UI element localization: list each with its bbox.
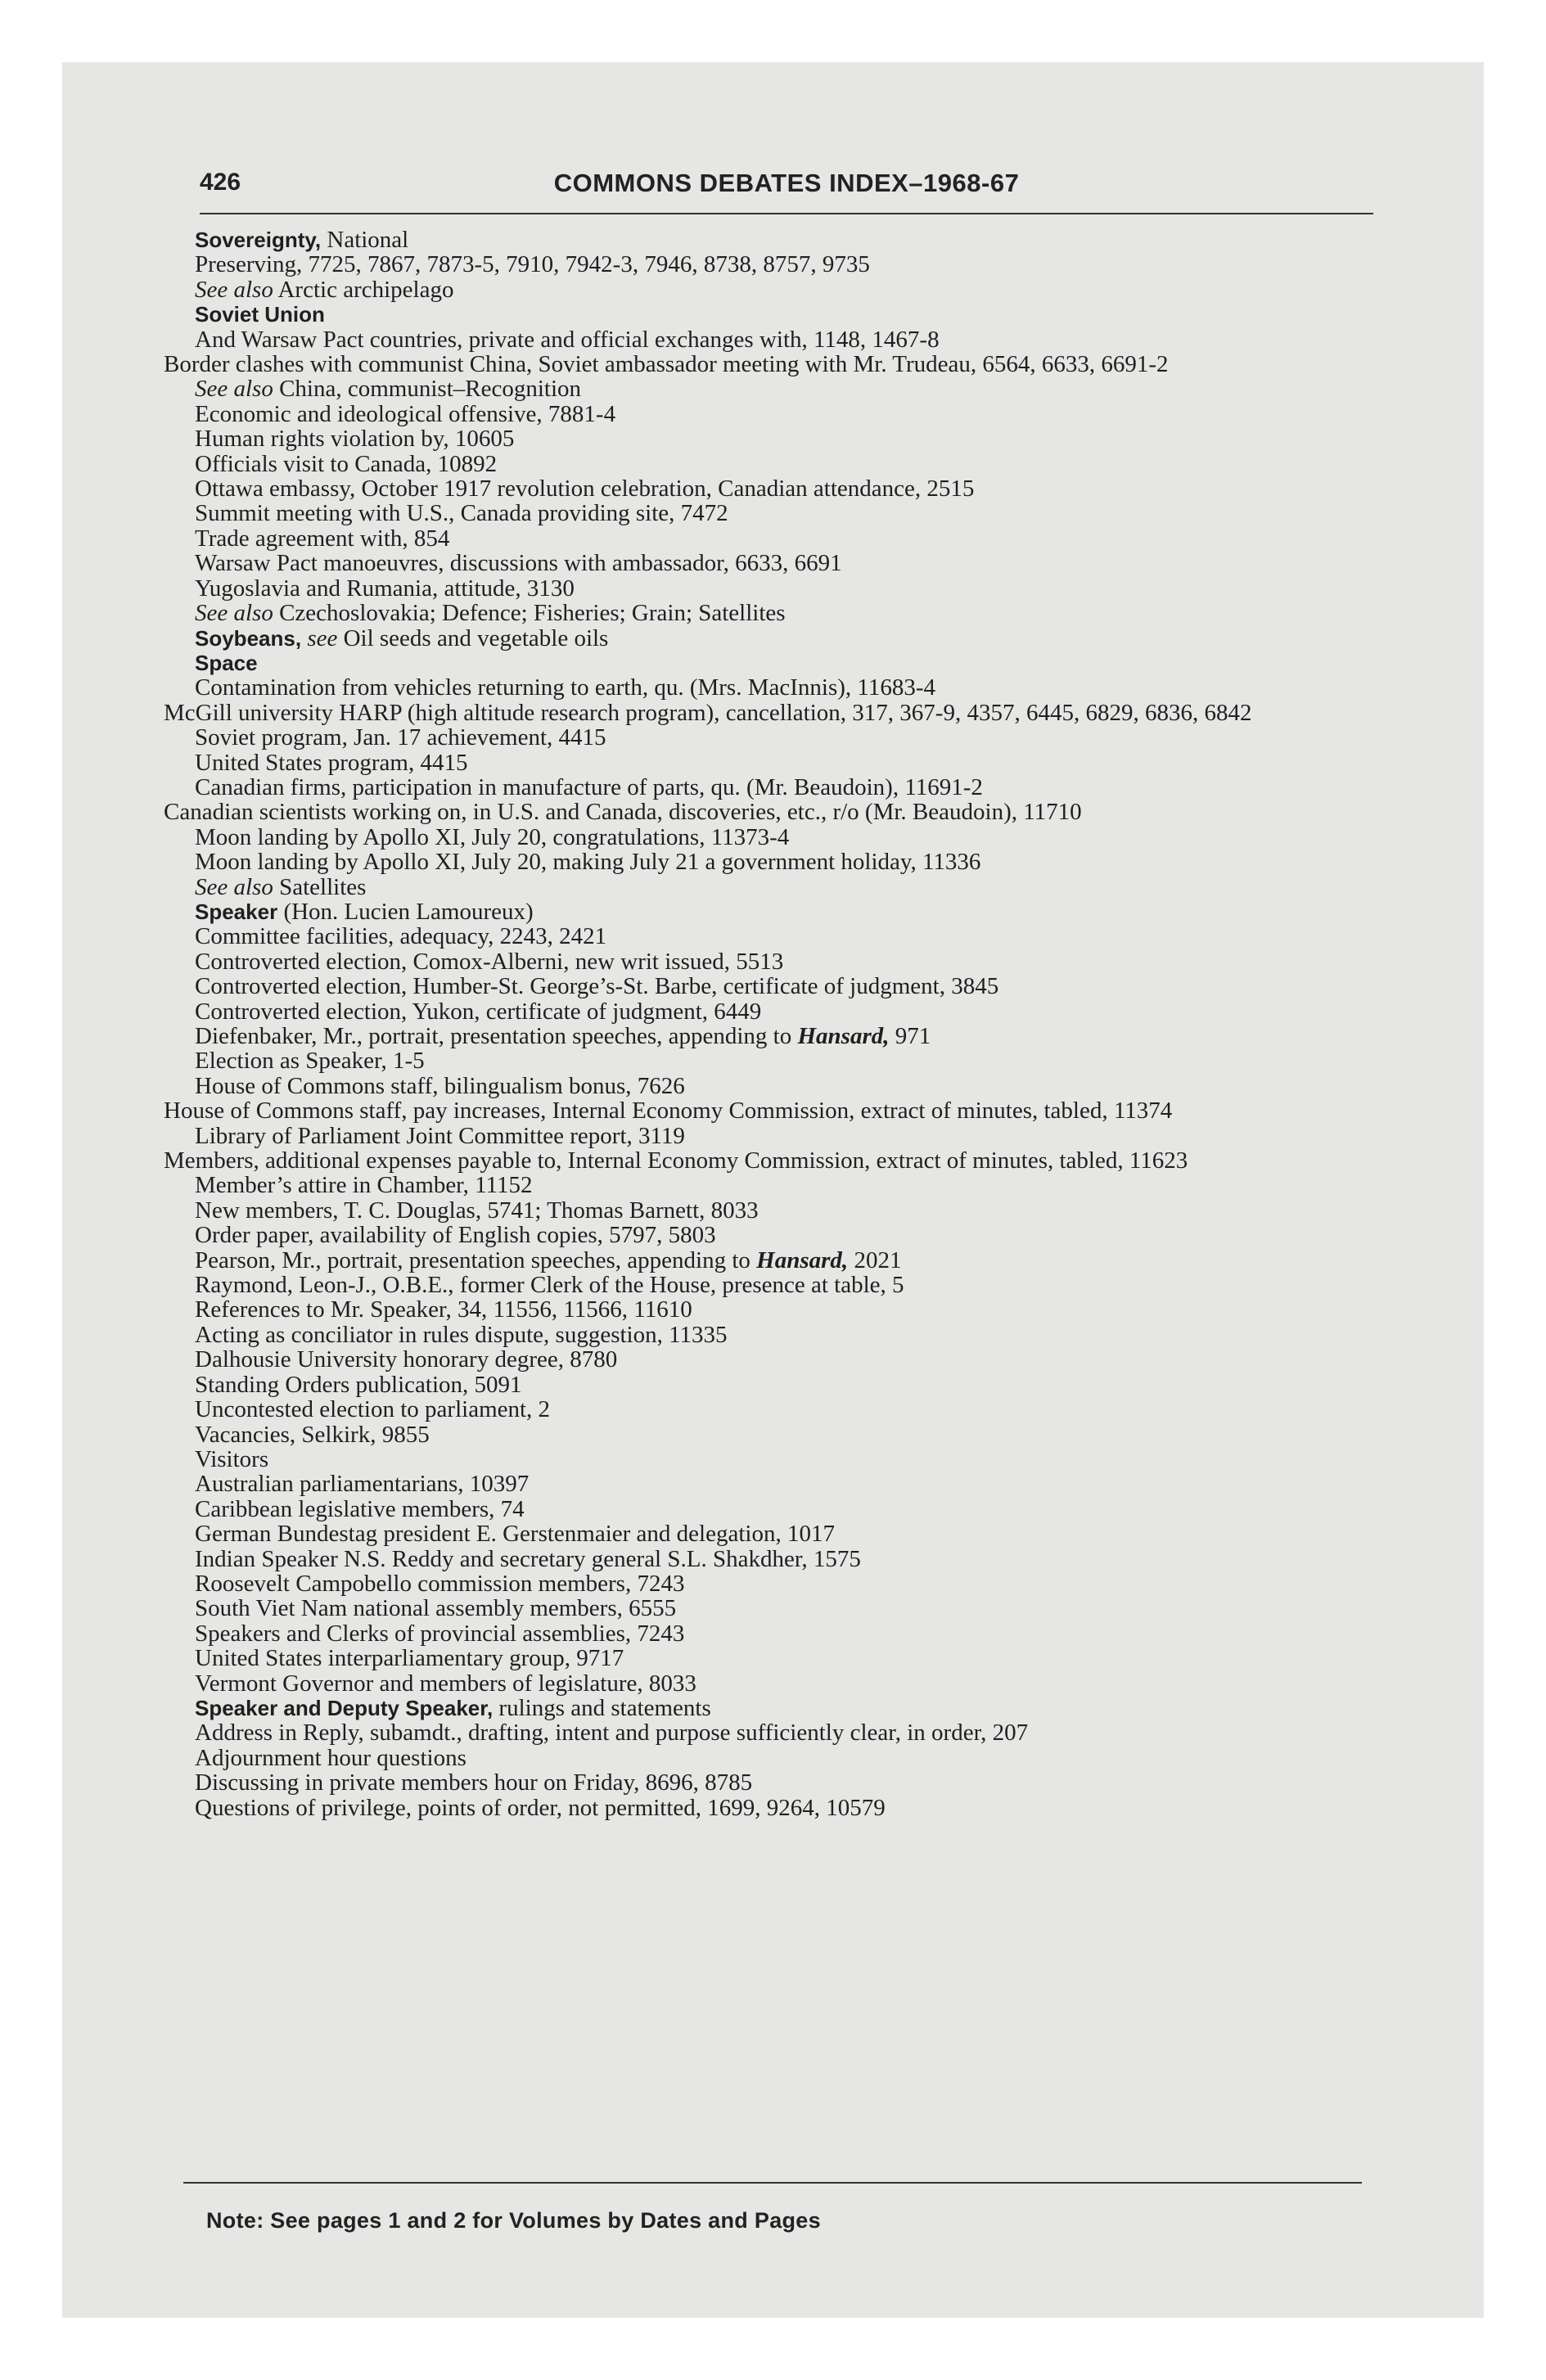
entry-text: House of Commons staff, bilingualism bonus, 7626 <box>195 1072 685 1099</box>
entry-text: Adjournment hour questions <box>195 1744 467 1771</box>
index-subentry <box>195 875 1381 899</box>
entry-text: Acting as conciliator in rules dispute, suggestion, 11335 <box>195 1321 728 1348</box>
entry-text: Controverted election, Yukon, certificate of judgment, 6449 <box>195 998 762 1025</box>
entry-text: rulings and statements <box>493 1694 711 1721</box>
entry-text: Soviet program, Jan. 17 achievement, 4415 <box>195 724 606 751</box>
index-sub-subentry <box>195 1671 1381 1696</box>
entry-text: Warsaw Pact manoeuvres, discussions with ambassador, 6633, 6691 <box>195 550 842 577</box>
index-subentry <box>195 924 1381 949</box>
entry-heading: Soybeans, <box>195 625 302 651</box>
see-also-label: See also <box>195 376 273 403</box>
footer-note: Note: See pages 1 and 2 for Volumes by Dates and Pages <box>206 2208 821 2233</box>
entry-text: Uncontested election to parliament, 2 <box>195 1396 551 1423</box>
index-sub-subentry <box>195 850 1381 874</box>
index-sub-subentry <box>195 1596 1381 1620</box>
entry-heading: Sovereignty, <box>195 228 322 252</box>
page-header <box>200 160 1373 206</box>
entry-heading: Speaker and Deputy Speaker, <box>195 1695 494 1720</box>
see-also-label: See also <box>195 873 273 900</box>
entry-text: United States interparliamentary group, 9717 <box>195 1645 624 1672</box>
footer-rule <box>183 2182 1362 2184</box>
index-subentry <box>195 1248 1381 1273</box>
entry-text: Canadian scientists working on, in U.S. and Canada, discoveries, etc., r/o (Mr. Beaudoin), 11710 <box>164 799 1082 826</box>
entry-page-ref: 971 <box>889 1023 931 1049</box>
index-subentry <box>195 1124 1381 1148</box>
entry-text: Order paper, availability of English copies, 5797, 5803 <box>195 1222 716 1249</box>
entry-text: Dalhousie University honorary degree, 8780 <box>195 1346 618 1373</box>
entry-text: Preserving, 7725, 7867, 7873-5, 7910, 7942-3, 7946, 8738, 8757, 9735 <box>195 251 870 278</box>
index-subentry <box>195 1198 1381 1223</box>
entry-text: House of Commons staff, pay increases, Internal Economy Commission, extract of minutes, tabled, 11374 <box>164 1098 1173 1125</box>
index-subentry <box>195 1273 1381 1297</box>
index-sub-subentry <box>195 1497 1381 1521</box>
index-subentry <box>195 1223 1381 1247</box>
entry-text: National <box>321 227 409 253</box>
index-heading-entry <box>195 302 1381 327</box>
entry-heading: Speaker <box>195 899 278 924</box>
index-subentry <box>195 476 1381 501</box>
index-subentry <box>195 277 1381 302</box>
entry-text: United States program, 4415 <box>195 749 468 776</box>
page-title: COMMONS DEBATES INDEX–1968-67 <box>553 169 1020 197</box>
index-heading-entry <box>195 1696 1381 1720</box>
header-rule <box>200 213 1373 214</box>
index-subentry <box>195 402 1381 426</box>
index-subentry <box>195 1024 1381 1048</box>
entry-text: Moon landing by Apollo XI, July 20, making July 21 a government holiday, 11336 <box>195 849 981 876</box>
index-sub-subentry <box>164 799 1381 826</box>
hansard-reference: Hansard, <box>756 1246 849 1273</box>
entry-text: Czechoslovakia; Defence; Fisheries; Grain; Satellites <box>273 600 786 627</box>
entry-heading: Soviet Union <box>195 302 325 327</box>
index-subentry <box>195 1746 1381 1770</box>
index-sub-subentry <box>195 1347 1381 1372</box>
entry-text: Vermont Governor and members of legislature, 8033 <box>195 1670 696 1697</box>
entry-text: Diefenbaker, Mr., portrait, presentation speeches, appending to <box>195 1023 798 1049</box>
entry-text: Committee facilities, adequacy, 2243, 2421 <box>195 923 607 950</box>
index-subentry <box>195 1074 1381 1098</box>
entry-text: Speakers and Clerks of provincial assemblies, 7243 <box>195 1620 685 1647</box>
index-sub-subentry <box>195 775 1381 800</box>
entry-text: Contamination from vehicles returning to earth, qu. (Mrs. MacInnis), 11683-4 <box>195 674 935 701</box>
entry-text: Library of Parliament Joint Committee report, 3119 <box>195 1122 685 1149</box>
index-subentry <box>195 501 1381 525</box>
entry-text: Address in Reply, subamdt., drafting, intent and purpose sufficiently clear, in order, 207 <box>195 1720 1029 1747</box>
index-subentry <box>195 526 1381 551</box>
index-sub-subentry <box>195 1770 1381 1795</box>
page-number: 426 <box>200 169 241 196</box>
entry-text: References to Mr. Speaker, 34, 11556, 11566, 11610 <box>195 1296 692 1323</box>
index-subentry <box>195 426 1381 451</box>
index-subentry <box>195 1373 1381 1397</box>
index-subentry <box>195 452 1381 476</box>
entry-text: German Bundestag president E. Gerstenmaier and delegation, 1017 <box>195 1521 835 1548</box>
see-also-label: See also <box>195 276 273 303</box>
entry-text: Human rights violation by, 10605 <box>195 426 515 453</box>
entry-text: Standing Orders publication, 5091 <box>195 1371 522 1398</box>
entry-text: Roosevelt Campobello commission members, 7243 <box>195 1570 685 1597</box>
index-subentry <box>195 252 1381 277</box>
index-sub-subentry <box>195 1646 1381 1670</box>
entry-page-ref: 2021 <box>848 1246 902 1273</box>
index-sub-subentry <box>195 825 1381 850</box>
entry-text: Caribbean legislative members, 74 <box>195 1495 525 1522</box>
index-sub-subentry <box>195 376 1381 401</box>
index-heading-entry <box>195 899 1381 924</box>
entry-text: Arctic archipelago <box>273 276 454 303</box>
entry-text: Oil seeds and vegetable oils <box>337 624 609 651</box>
index-sub-subentry <box>195 1571 1381 1596</box>
index-subentry <box>195 1397 1381 1422</box>
index-subentry <box>195 1048 1381 1073</box>
index-subentry <box>195 1422 1381 1447</box>
index-subentry <box>195 327 1381 352</box>
index-heading-entry <box>195 651 1381 675</box>
scanned-page <box>62 62 1484 2318</box>
index-subentry <box>195 999 1381 1024</box>
index-sub-subentry <box>195 1796 1381 1820</box>
index-sub-subentry <box>195 1621 1381 1646</box>
see-also-label: See also <box>195 600 273 627</box>
hansard-reference: Hansard, <box>797 1023 890 1049</box>
index-subentry <box>164 699 1381 726</box>
index-entries <box>164 227 1381 1821</box>
entry-text: Yugoslavia and Rumania, attitude, 3130 <box>195 575 575 602</box>
index-heading-entry <box>195 228 1381 252</box>
entry-text: Summit meeting with U.S., Canada providing site, 7472 <box>195 500 728 527</box>
index-subentry <box>195 1297 1381 1322</box>
entry-text: Controverted election, Humber-St. George’s-St. Barbe, certificate of judgment, 3845 <box>195 973 999 1000</box>
entry-text: McGill university HARP (high altitude research program), cancellation, 317, 367-9, 4357, 6445, 6829, 6836, 6842 <box>164 699 1252 726</box>
index-subentry <box>195 675 1381 700</box>
entry-text: Visitors <box>195 1445 269 1472</box>
see-also-label: see <box>301 624 338 651</box>
entry-text: South Viet Nam national assembly members, 6555 <box>195 1595 677 1622</box>
entry-text: Trade agreement with, 854 <box>195 525 450 552</box>
entry-text: Controverted election, Comox-Alberni, new writ issued, 5513 <box>195 948 784 975</box>
entry-text: Questions of privilege, points of order, not permitted, 1699, 9264, 10579 <box>195 1794 886 1821</box>
entry-text: Raymond, Leon-J., O.B.E., former Clerk of the House, presence at table, 5 <box>195 1272 904 1299</box>
entry-text: Officials visit to Canada, 10892 <box>195 450 498 477</box>
entry-text: Satellites <box>273 873 367 900</box>
entry-heading: Space <box>195 650 258 675</box>
entry-text: (Hon. Lucien Lamoureux) <box>277 898 534 925</box>
index-sub-subentry <box>195 1323 1381 1347</box>
index-sub-subentry <box>195 1547 1381 1571</box>
index-subentry <box>164 1147 1381 1174</box>
index-subentry <box>195 949 1381 974</box>
index-heading-entry <box>195 626 1381 651</box>
entry-text: Election as Speaker, 1-5 <box>195 1048 425 1075</box>
entry-text: And Warsaw Pact countries, private and official exchanges with, 1148, 1467-8 <box>195 326 940 353</box>
entry-text: Border clashes with communist China, Soviet ambassador meeting with Mr. Trudeau, 6564, 6633, 6691-2 <box>164 351 1169 378</box>
entry-text: Indian Speaker N.S. Reddy and secretary general S.L. Shakdher, 1575 <box>195 1545 861 1572</box>
index-subentry <box>195 551 1381 575</box>
entry-text: China, communist–Recognition <box>273 376 582 403</box>
index-subentry <box>195 725 1381 750</box>
index-subentry <box>195 974 1381 998</box>
index-subentry <box>195 576 1381 601</box>
entry-text: Discussing in private members hour on Friday, 8696, 8785 <box>195 1769 753 1796</box>
entry-text: Members, additional expenses payable to, Internal Economy Commission, extract of minutes, tabled, 11623 <box>164 1147 1188 1174</box>
entry-text: Australian parliamentarians, 10397 <box>195 1471 530 1498</box>
entry-text: Vacancies, Selkirk, 9855 <box>195 1421 430 1448</box>
entry-text: New members, T. C. Douglas, 5741; Thomas Barnett, 8033 <box>195 1197 759 1224</box>
index-subentry <box>195 1173 1381 1197</box>
entry-text: Canadian firms, participation in manufacture of parts, qu. (Mr. Beaudoin), 11691-2 <box>195 773 983 800</box>
index-subentry <box>195 1720 1381 1745</box>
index-subentry <box>195 751 1381 775</box>
entry-text: Economic and ideological offensive, 7881-4 <box>195 400 616 427</box>
entry-text: Pearson, Mr., portrait, presentation speeches, appending to <box>195 1246 757 1273</box>
index-subentry <box>164 1098 1381 1125</box>
index-sub-subentry <box>195 1521 1381 1546</box>
index-sub-subentry <box>195 1472 1381 1496</box>
entry-text: Moon landing by Apollo XI, July 20, congratulations, 11373-4 <box>195 823 790 850</box>
entry-text: Member’s attire in Chamber, 11152 <box>195 1172 533 1199</box>
index-subentry <box>195 1447 1381 1472</box>
index-subentry <box>195 601 1381 625</box>
entry-text: Ottawa embassy, October 1917 revolution celebration, Canadian attendance, 2515 <box>195 476 975 503</box>
index-subentry <box>164 351 1381 378</box>
